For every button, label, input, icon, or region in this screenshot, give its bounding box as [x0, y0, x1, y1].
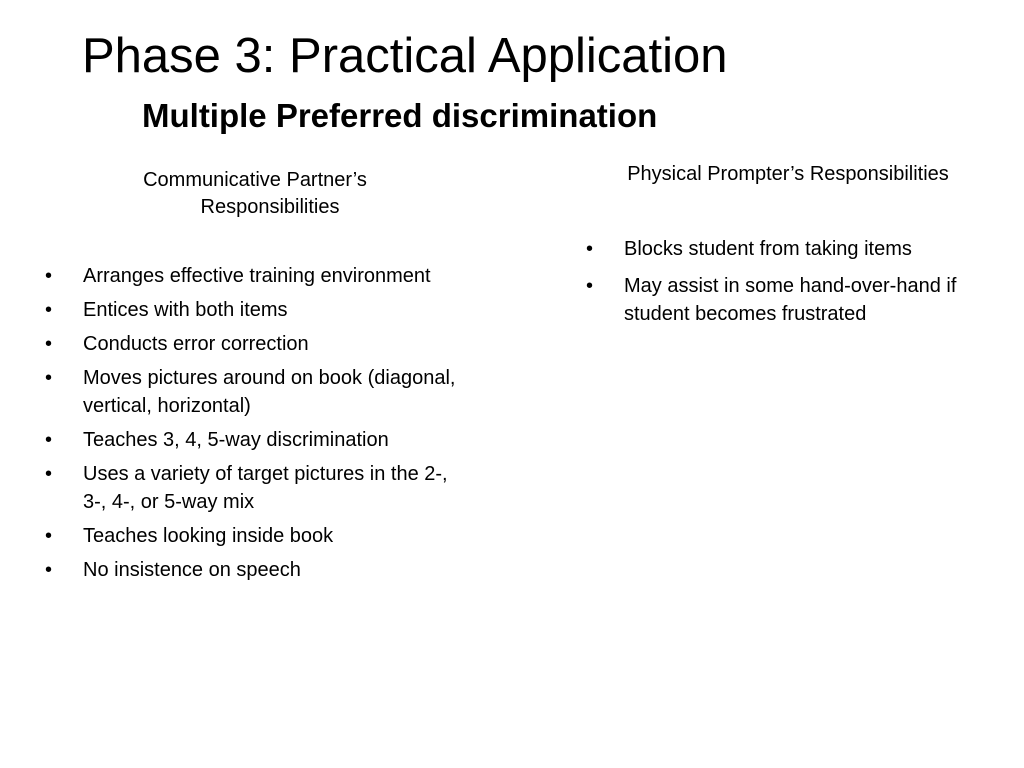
bullet-icon: •	[45, 333, 53, 355]
list-item-text: Moves pictures around on book (diagonal, vertical, horizontal)	[83, 367, 456, 417]
list-item-text: May assist in some hand-over-hand if student becomes frustrated	[624, 275, 957, 325]
bullet-icon: •	[586, 275, 594, 297]
list-item	[586, 235, 1016, 263]
list-item	[45, 426, 458, 454]
left-heading-line-1: Communicative Partner’s	[143, 169, 367, 191]
physical-prompter-list	[586, 235, 1016, 337]
list-item	[45, 262, 458, 290]
list-item-text: Blocks student from taking items	[624, 238, 912, 260]
list-item-text: Conducts error correction	[83, 333, 309, 355]
bullet-icon: •	[586, 238, 594, 260]
communicative-partner-heading	[100, 167, 410, 221]
list-item-text: Arranges effective training environment	[83, 265, 431, 287]
list-item-text: Uses a variety of target pictures in the 2-, 3-, 4-, or 5-way mix	[83, 463, 448, 513]
list-item	[45, 556, 458, 584]
list-item-text: Entices with both items	[83, 299, 288, 321]
bullet-icon: •	[45, 299, 53, 321]
bullet-icon: •	[45, 367, 53, 389]
list-item-text: Teaches looking inside book	[83, 525, 334, 547]
slide-title: Phase 3: Practical Application	[82, 29, 728, 83]
bullet-icon: •	[45, 429, 53, 451]
bullet-icon: •	[45, 265, 53, 287]
physical-prompter-heading: Physical Prompter’s Responsibilities	[627, 163, 949, 185]
list-item	[45, 460, 458, 516]
list-item-text: No insistence on speech	[83, 559, 301, 581]
communicative-partner-list	[45, 262, 458, 590]
list-item	[45, 330, 458, 358]
slide-subtitle: Multiple Preferred discrimination	[142, 97, 658, 134]
list-item	[45, 522, 458, 550]
left-heading-line-2: Responsibilities	[200, 196, 340, 218]
bullet-icon: •	[45, 463, 53, 485]
list-item	[586, 272, 1016, 328]
bullet-icon: •	[45, 559, 53, 581]
list-item	[45, 296, 458, 324]
list-item-text: Teaches 3, 4, 5-way discrimination	[83, 429, 389, 451]
bullet-icon: •	[45, 525, 53, 547]
list-item	[45, 364, 458, 420]
